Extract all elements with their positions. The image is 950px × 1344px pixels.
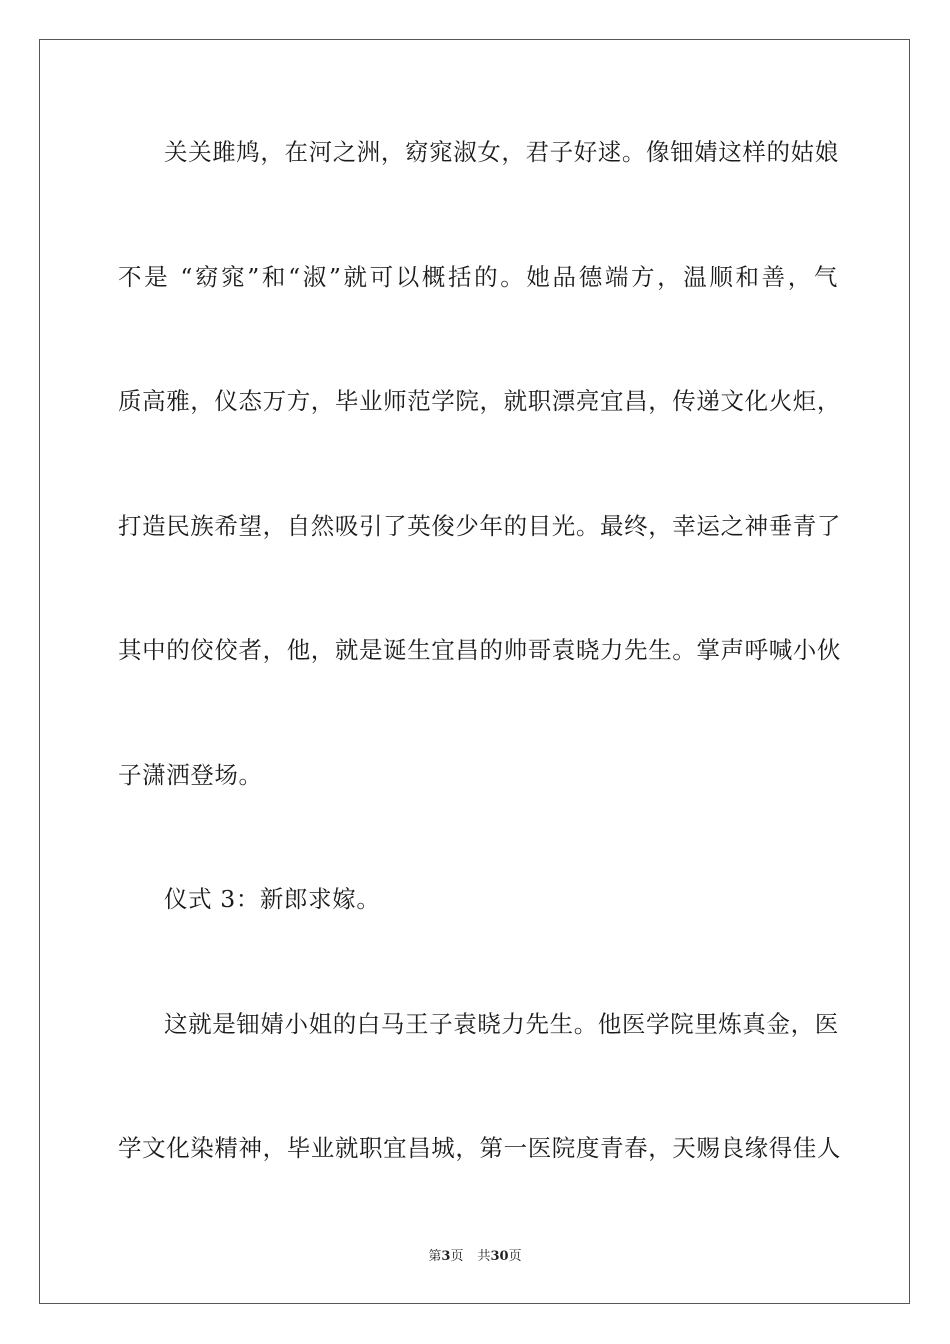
total-suffix: 页 — [508, 1249, 522, 1264]
page-footer — [0, 1248, 950, 1266]
total-pages: 30 — [490, 1249, 509, 1264]
total-prefix: 共 — [477, 1249, 491, 1264]
page-prefix: 第 — [428, 1249, 442, 1264]
paragraph-1-line-2: 不是 “窈窕”和“淑”就可以概括的。她品德端方，温顺和善，气 — [118, 263, 838, 291]
paragraph-2-line-1: 这就是钿婧小姐的白马王子袁晓力先生。他医学院里炼真金，医 — [164, 1010, 839, 1038]
paragraph-1-line-6: 子潇洒登场。 — [118, 761, 263, 789]
paragraph-1-line-4: 打造民族希望，自然吸引了英俊少年的目光。最终，幸运之神垂青了 — [118, 512, 841, 540]
page-number: 3 — [441, 1249, 451, 1264]
page-suffix: 页 — [450, 1249, 464, 1264]
paragraph-1-line-1: 关关雎鸠，在河之洲，窈窕淑女，君子好逑。像钿婧这样的姑娘 — [164, 138, 839, 166]
paragraph-2-line-2: 学文化染精神，毕业就职宜昌城，第一医院度青春，天赐良缘得佳人 — [118, 1134, 841, 1162]
paragraph-1-line-5: 其中的佼佼者，他，就是诞生宜昌的帅哥袁晓力先生。掌声呼喊小伙 — [118, 636, 841, 664]
ceremony-heading: 仪式 3：新郎求嫁。 — [164, 885, 381, 913]
paragraph-1-line-3: 质高雅，仪态万方，毕业师范学院，就职漂亮宜昌，传递文化火炬， — [118, 387, 841, 415]
page-border — [39, 39, 910, 1304]
